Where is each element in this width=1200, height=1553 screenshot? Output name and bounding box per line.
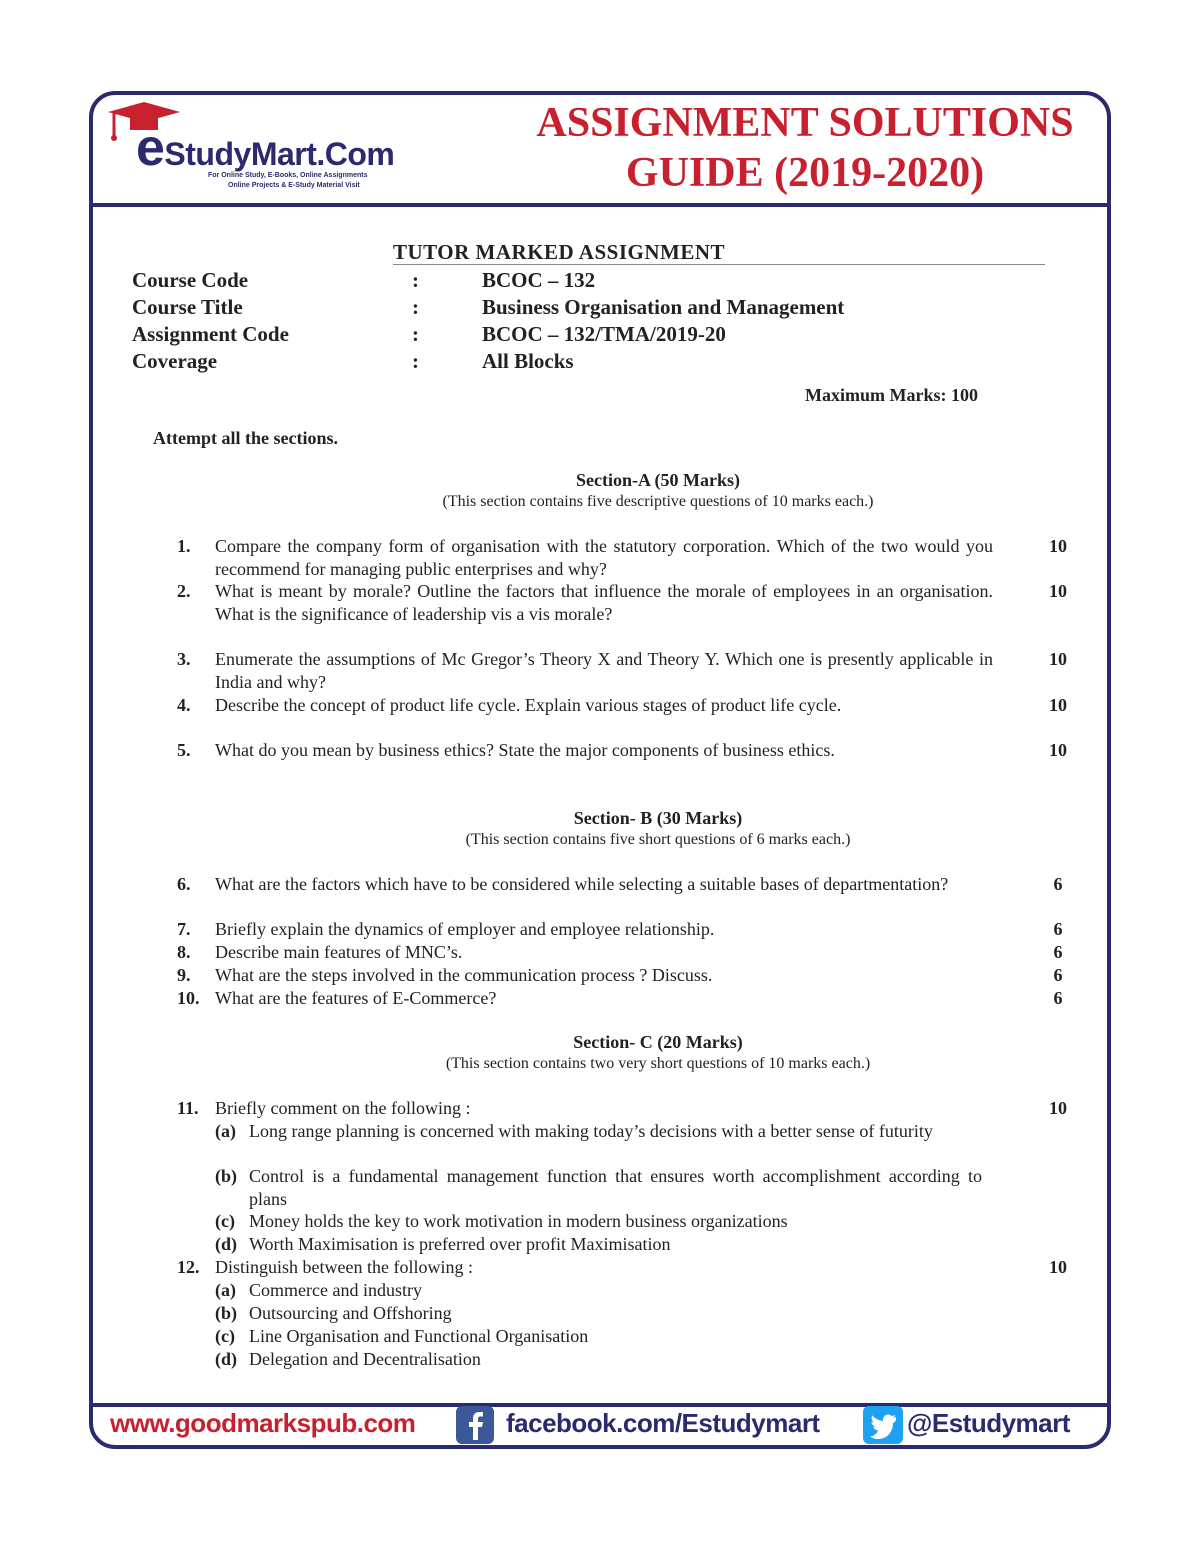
twitter-handle[interactable]: @Estudymart [907,1408,1070,1438]
question-text: Briefly explain the dynamics of employer and employee relationship. [215,919,715,939]
meta-sep: : [412,295,419,319]
question-number: 11. [177,1098,199,1118]
section-b-note: (This section contains five short questions of 6 marks each.) [465,831,851,848]
question-text: Briefly comment on the following : [215,1098,471,1118]
question-text: What are the features of E-Commerce? [215,988,497,1008]
question-marks: 10 [1049,1098,1067,1118]
part-text: Worth Maximisation is preferred over profit Maximisation [249,1234,671,1254]
guide-title [510,98,1100,198]
meta-sep: : [412,349,419,373]
part-text: Outsourcing and Offshoring [249,1303,452,1323]
question-number: 9. [177,965,191,985]
question-number: 3. [177,649,191,669]
section-b-title: Section- B (30 Marks) [573,808,743,828]
question-number: 4. [177,695,191,715]
brand-name-rest: StudyMart.Com [164,136,395,172]
question-number: 1. [177,536,191,556]
part-text: Line Organisation and Functional Organisation [249,1326,589,1346]
part-text: Long range planning is concerned with making today’s decisions with a better sense of futurity [249,1121,933,1141]
question-text: What are the factors which have to be considered while selecting a suitable bases of departmentation? [215,874,949,894]
guide-title-line2: GUIDE (2019-2020) [625,150,985,196]
meta-value: BCOC – 132/TMA/2019-20 [482,322,726,346]
question-marks: 6 [1053,942,1063,962]
brand-tagline-2: Online Projects & E-Study Material Visit [228,182,360,189]
question-text: Distinguish between the following : [215,1257,473,1277]
question-text: Enumerate the assumptions of Mc Gregor’s Theory X and Theory Y. Which one is presently applicable in India and why? [215,649,993,692]
question-text: What are the steps involved in the communication process ? Discuss. [215,965,713,985]
part-letter: (d) [215,1234,237,1254]
part-letter: (a) [215,1121,236,1141]
part-text: Control is a fundamental management function that ensures worth accomplishment according to plans [249,1166,982,1209]
facebook-icon [456,1406,494,1444]
header-divider [93,203,1107,207]
tma-underline [393,264,1045,265]
question-text: Compare the company form of organisation with the statutory corporation. Which of the two would you recommend for managing public enterprises and why? [215,536,993,579]
meta-label: Course Code [132,268,249,292]
meta-label: Course Title [132,295,243,319]
section-a-note: (This section contains five descriptive questions of 10 marks each.) [442,493,874,510]
part-letter: (c) [215,1211,235,1231]
question-text: What is meant by morale? Outline the factors that influence the morale of employees in an organisation. What is the significance of leadership vis a vis morale? [215,581,993,624]
meta-value: BCOC – 132 [482,268,596,292]
facebook-link[interactable]: facebook.com/Estudymart [506,1408,820,1438]
question-number: 6. [177,874,191,894]
question-marks: 6 [1053,965,1063,985]
part-text: Delegation and Decentralisation [249,1349,481,1369]
question-text: Describe main features of MNC’s. [215,942,463,962]
question-marks: 6 [1053,988,1063,1008]
brand-tagline-1: For Online Study, E-Books, Online Assignments [208,172,368,179]
estudymart-logo [104,100,444,200]
section-c-title: Section- C (20 Marks) [573,1032,743,1052]
question-marks: 10 [1049,581,1067,601]
question-text: Describe the concept of product life cycle. Explain various stages of product life cycle. [215,695,842,715]
question-number: 5. [177,740,191,760]
question-marks: 10 [1049,695,1067,715]
question-marks: 10 [1049,536,1067,556]
website-link[interactable]: www.goodmarkspub.com [110,1408,416,1438]
meta-value: All Blocks [482,349,574,373]
section-a-title: Section-A (50 Marks) [576,470,740,490]
question-marks: 10 [1049,649,1067,669]
question-number: 12. [177,1257,200,1277]
meta-label: Coverage [132,349,218,373]
instruction: Attempt all the sections. [153,428,338,448]
footer [110,1406,1095,1446]
question-number: 2. [177,581,191,601]
tma-heading: TUTOR MARKED ASSIGNMENT [393,240,725,264]
part-text: Commerce and industry [249,1280,422,1300]
question-marks: 10 [1049,740,1067,760]
question-marks: 6 [1053,874,1063,894]
question-number: 7. [177,919,191,939]
part-letter: (c) [215,1326,235,1346]
guide-title-line1: ASSIGNMENT SOLUTIONS [536,100,1074,146]
question-marks: 6 [1053,919,1063,939]
twitter-icon [863,1406,903,1444]
part-text: Money holds the key to work motivation in modern business organizations [249,1211,788,1231]
section-c-note: (This section contains two very short questions of 10 marks each.) [445,1055,871,1072]
meta-label: Assignment Code [132,322,289,346]
meta-sep: : [412,322,419,346]
meta-sep: : [412,268,419,292]
question-number: 8. [177,942,191,962]
part-letter: (a) [215,1280,236,1300]
question-marks: 10 [1049,1257,1067,1277]
question-text: What do you mean by business ethics? State the major components of business ethics. [215,740,835,760]
part-letter: (b) [215,1166,237,1186]
meta-value: Business Organisation and Management [482,295,845,319]
brand-e: e [136,119,165,177]
part-letter: (d) [215,1349,237,1369]
max-marks: Maximum Marks: 100 [805,385,978,405]
question-number: 10. [177,988,200,1008]
part-letter: (b) [215,1303,237,1323]
